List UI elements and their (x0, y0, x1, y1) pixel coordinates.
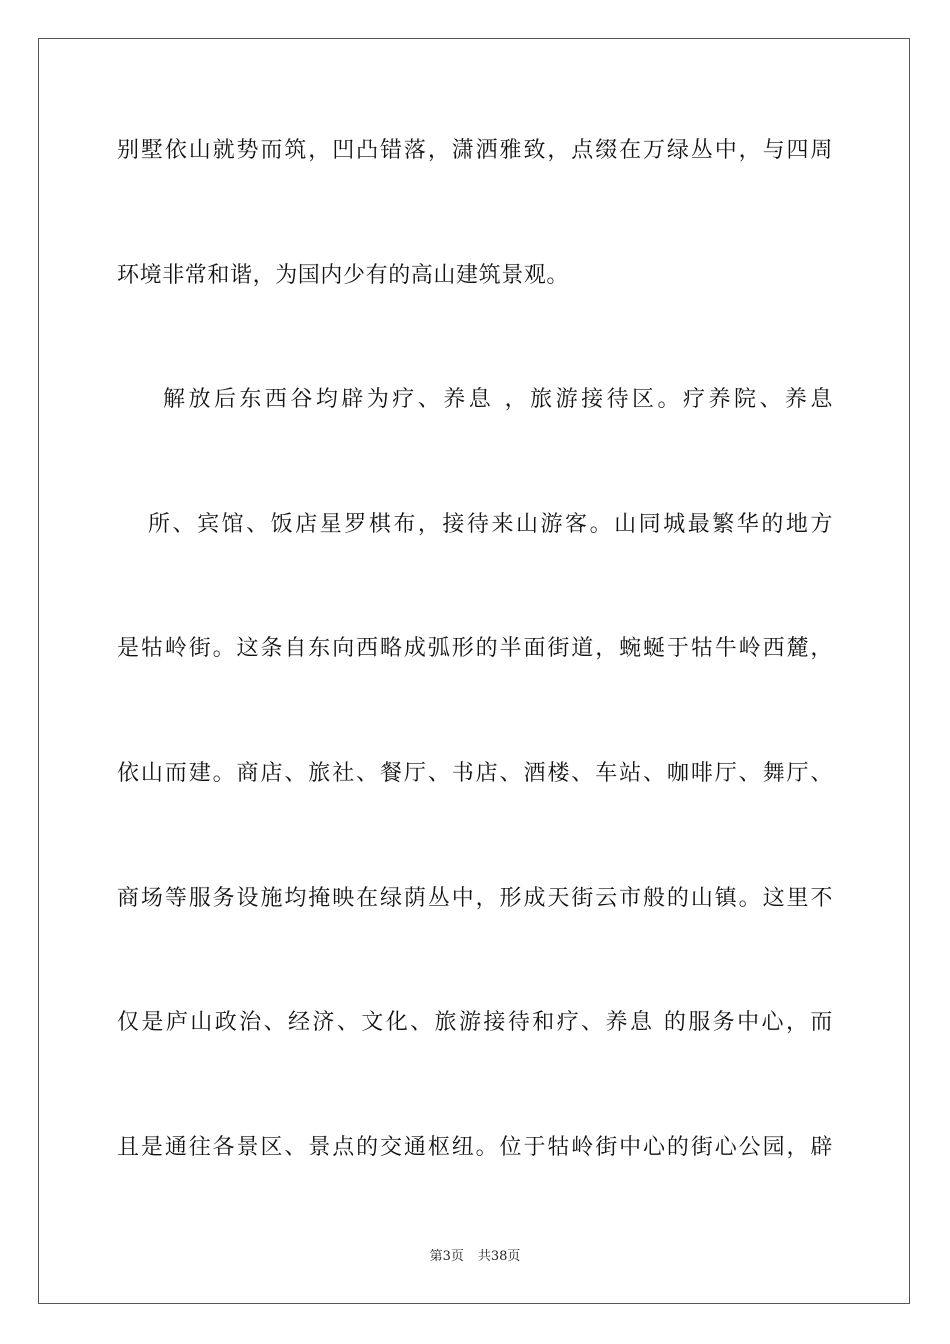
text-line: 环境非常和谐，为国内少有的高山建筑景观。 (117, 263, 570, 288)
paragraph-start-line: 解放后东西谷均辟为疗、养息 ，旅游接待区。疗养院、养息 (163, 387, 833, 412)
text-line: 是牯岭街。这条自东向西略成弧形的半面街道，蜿蜒于牯牛岭西麓， (117, 636, 833, 661)
page-total: 共38页 (477, 1249, 521, 1264)
page-number: 第3页 (429, 1249, 464, 1264)
text-line: 别墅依山就势而筑，凹凸错落，潇洒雅致，点缀在万绿丛中，与四周 (117, 138, 833, 163)
text-line: 且是通往各景区、景点的交通枢纽。位于牯岭街中心的街心公园，辟 (117, 1135, 833, 1160)
page-footer (0, 1249, 950, 1265)
text-line: 仅是庐山政治、经济、文化、旅游接待和疗、养息 的服务中心，而 (117, 1010, 833, 1035)
text-line: 依山而建。商店、旅社、餐厅、书店、酒楼、车站、咖啡厅、舞厅、 (117, 761, 833, 786)
text-line: 所、宾馆、饭店星罗棋布，接待来山游客。山同城最繁华的地方 (148, 512, 833, 537)
text-line: 商场等服务设施均掩映在绿荫丛中，形成天街云市般的山镇。这里不 (117, 886, 833, 911)
